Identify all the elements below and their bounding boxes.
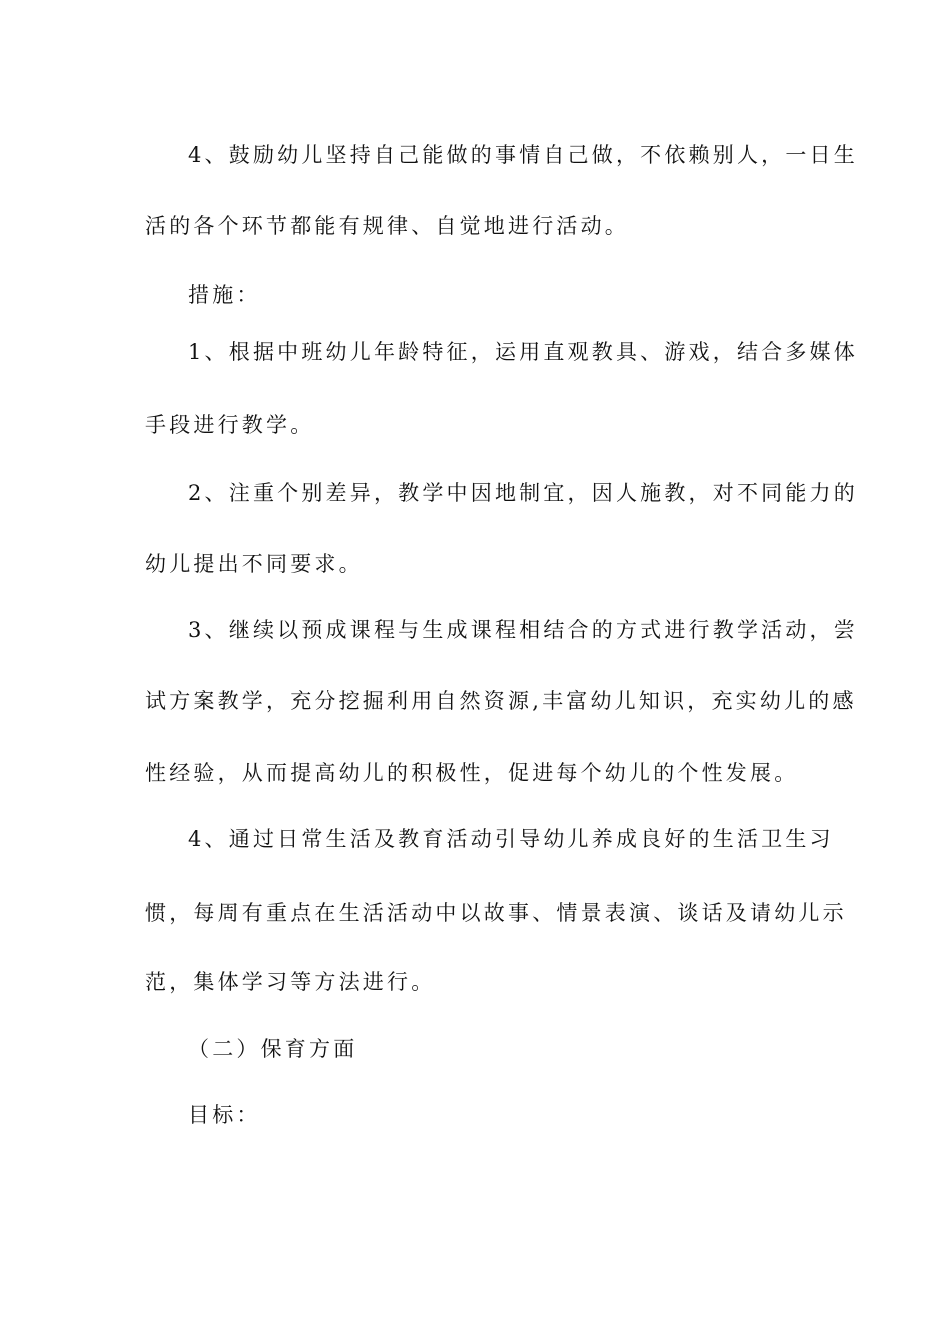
paragraph-line: 3、继续以预成课程与生成课程相结合的方式进行教学活动，尝: [188, 618, 858, 642]
paragraph-line: 1、根据中班幼儿年龄特征，运用直观教具、游戏，结合多媒体: [188, 340, 858, 364]
paragraph-line: 幼儿提出不同要求。: [145, 552, 363, 576]
paragraph-line: 手段进行教学。: [145, 413, 315, 437]
paragraph-line: 范，集体学习等方法进行。: [145, 970, 436, 994]
paragraph-line: 活的各个环节都能有规律、自觉地进行活动。: [145, 214, 629, 238]
paragraph-line: 惯，每周有重点在生活活动中以故事、情景表演、谈话及请幼儿示: [145, 901, 847, 925]
section-heading: （二）保育方面: [188, 1037, 358, 1061]
paragraph-line: 2、注重个别差异，教学中因地制宜，因人施教，对不同能力的: [188, 481, 858, 505]
paragraph-line: 试方案教学，充分挖掘利用自然资源,丰富幼儿知识，充实幼儿的感: [145, 689, 857, 713]
paragraph-line: 4、通过日常生活及教育活动引导幼儿养成良好的生活卫生习: [188, 827, 834, 851]
paragraph-line: 性经验，从而提高幼儿的积极性，促进每个幼儿的个性发展。: [145, 761, 799, 785]
section-label-goals: 目标：: [188, 1103, 261, 1127]
paragraph-line: 4、鼓励幼儿坚持自己能做的事情自己做，不依赖别人，一日生: [188, 143, 858, 167]
section-label-measures: 措施：: [188, 283, 261, 307]
